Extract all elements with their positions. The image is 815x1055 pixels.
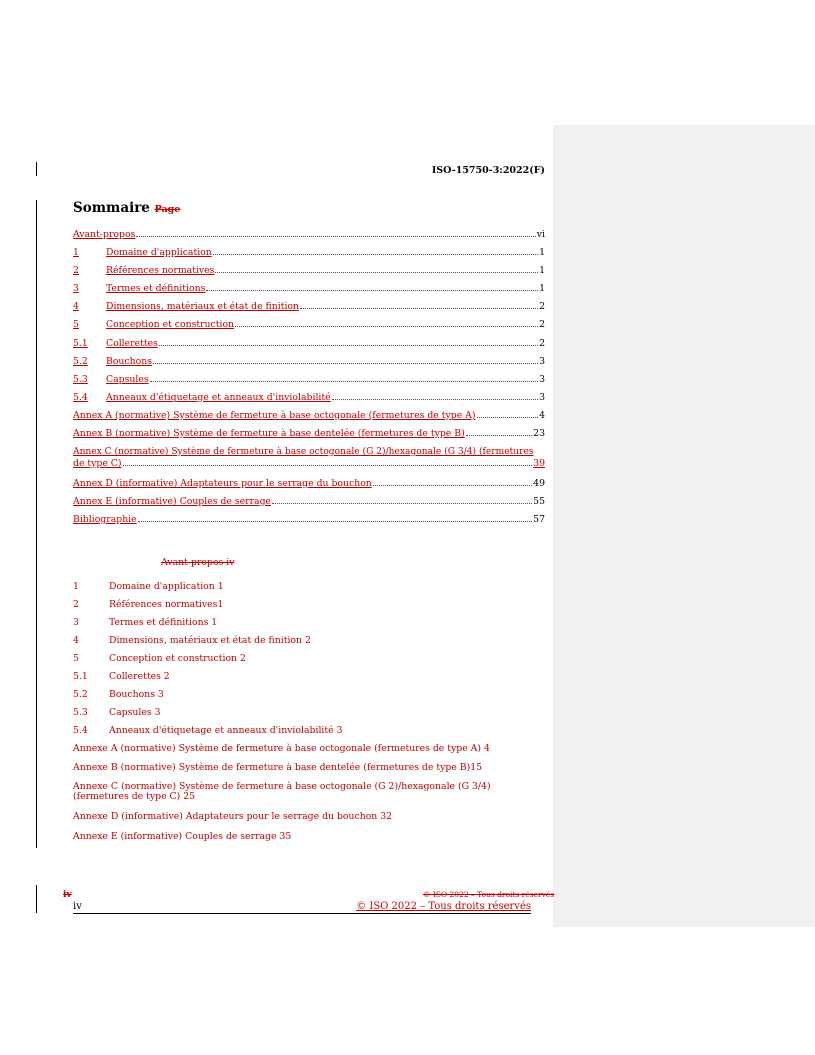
toc-leader	[153, 362, 538, 364]
old-toc-entry: Annexe D (informative) Adaptateurs pour le serrage du bouchon 32	[73, 811, 393, 822]
toc-leader	[159, 344, 538, 346]
toc-leader	[300, 307, 538, 309]
toc-entry-page: 2	[539, 301, 545, 313]
toc-entry-title: Collerettes	[106, 337, 158, 349]
old-toc-entry: Annexe C (normative) Système de fermeture à base octogonale (G 2)/hexagonale (G 3/4)	[73, 781, 491, 792]
old-toc-entry: Annexe A (normative) Système de fermeture à base octogonale (fermetures de type A) 4	[73, 743, 490, 754]
toc-entry[interactable]	[73, 247, 545, 265]
old-toc-entry: 5 Conception et construction 2	[73, 653, 246, 664]
old-toc-entry: 5.2 Bouchons 3	[73, 689, 164, 700]
page-title: Sommaire Page	[73, 200, 181, 216]
toc-leader	[150, 380, 538, 382]
toc-entry-title: Avant-propos	[73, 229, 136, 240]
footer-copyright: © ISO 2022 – Tous droits réservés	[356, 901, 531, 912]
toc-entry-number: 5.2	[73, 355, 88, 367]
document-id: ISO-15750-3:2022(F)	[431, 165, 545, 176]
toc-entry-page: 49	[533, 478, 545, 489]
toc-entry[interactable]	[73, 478, 545, 496]
toc-entry-title: Bibliographie	[73, 514, 137, 526]
toc-entry-page: vi	[536, 229, 545, 240]
old-toc-entry: (fermetures de type C) 25	[73, 791, 196, 802]
toc-annex-c: Annex C (normative) Système de fermeture à base octogonale (G 2)/hexagonale (G 3/4) (fermetures de type C) 39	[73, 447, 545, 469]
old-toc-entry: Annexe B (normative) Système de fermeture à base dentelée (fermetures de type B)15	[73, 762, 483, 773]
toc-entry-page: 3	[539, 391, 545, 403]
toc-entry-page: 55	[533, 496, 545, 508]
toc-entry-number: 5.4	[73, 391, 88, 403]
toc-entry-title: Références normatives	[106, 265, 215, 277]
toc-entry[interactable]	[73, 301, 545, 319]
toc-leader	[332, 398, 538, 400]
toc-leader	[466, 434, 532, 436]
toc-entry-title: Annex E (informative) Couples de serrage	[73, 496, 272, 508]
old-toc-entry: Annexe E (informative) Couples de serrage 35	[73, 831, 292, 842]
toc-entry-number: 3	[73, 283, 79, 295]
toc-entry-page: 2	[539, 319, 545, 331]
old-toc-entry: 4 Dimensions, matériaux et état de finition 2	[73, 635, 311, 646]
toc-entry-page: 2	[539, 337, 545, 349]
change-bar-header	[36, 162, 37, 176]
change-bar-footer	[36, 885, 37, 913]
toc-leader	[272, 502, 532, 504]
toc-entry-page: 1	[539, 265, 545, 277]
toc-entry-page: 57	[533, 514, 545, 526]
deleted-footer-copyright: © ISO 2022 – Tous droits réservés	[423, 890, 555, 899]
toc-entry-title: Annex A (normative) Système de fermeture à base octogonale (fermetures de type A)	[73, 409, 476, 421]
toc-entry-page: 4	[539, 409, 545, 421]
toc-entry[interactable]	[73, 338, 545, 356]
toc-entry[interactable]	[73, 428, 545, 446]
toc-leader	[213, 253, 538, 255]
old-toc-entry: 5.1 Collerettes 2	[73, 671, 170, 682]
toc-entry[interactable]	[73, 229, 545, 247]
toc-entry[interactable]	[73, 514, 545, 532]
toc-tail	[73, 478, 545, 532]
toc-leader	[235, 325, 538, 327]
toc-entry-title: Anneaux d'étiquetage et anneaux d'inviolabilité	[106, 391, 331, 403]
toc-entry[interactable]	[73, 410, 545, 428]
toc-entry-title: Dimensions, matériaux et état de finition	[106, 301, 300, 313]
toc-entry[interactable]	[73, 392, 545, 410]
table-of-contents	[73, 229, 545, 446]
toc-entry[interactable]	[73, 374, 545, 392]
toc-entry-number: 5.3	[73, 373, 88, 385]
toc-entry-page: 1	[539, 283, 545, 295]
toc-entry[interactable]	[73, 496, 545, 514]
toc-entry[interactable]	[73, 319, 545, 337]
toc-entry-title: Termes et définitions	[106, 283, 206, 295]
toc-entry-page: 1	[539, 247, 545, 259]
toc-entry[interactable]	[73, 283, 545, 301]
old-toc-entry: 3 Termes et définitions 1	[73, 617, 218, 628]
deleted-page-label: Page	[154, 204, 181, 215]
toc-entry-title: Bouchons	[106, 355, 152, 367]
toc-leader	[206, 289, 538, 291]
toc-entry[interactable]	[73, 356, 545, 374]
toc-leader	[138, 520, 533, 522]
toc-leader	[373, 484, 532, 486]
change-bar-body	[36, 200, 37, 848]
toc-entry-title: Capsules	[106, 373, 149, 385]
old-toc-entry: 1 Domaine d'application 1	[73, 581, 224, 592]
page-footer	[73, 901, 531, 914]
toc-leader	[136, 235, 535, 237]
old-toc-entry: 5.4 Anneaux d'étiquetage et anneaux d'inviolabilité 3	[73, 725, 343, 736]
toc-leader	[477, 416, 539, 418]
toc-entry-number: 4	[73, 301, 79, 313]
toc-entry-number: 5	[73, 319, 79, 331]
toc-entry-number: 1	[73, 247, 79, 259]
footer-page-number: iv	[73, 901, 82, 912]
old-toc-entry: 2 Références normatives1	[73, 599, 224, 610]
toc-entry-number: 2	[73, 265, 79, 277]
comment-pane	[553, 125, 815, 927]
old-foreword: Avant-propos iv	[161, 557, 235, 568]
toc-entry-page: 23	[533, 428, 545, 440]
toc-leader	[215, 271, 538, 273]
toc-entry-number: 5.1	[73, 337, 88, 349]
toc-entry-title: Annex D (informative) Adaptateurs pour le serrage du bouchon	[73, 478, 372, 489]
toc-entry-title: Conception et construction	[106, 319, 235, 331]
toc-entry[interactable]	[73, 265, 545, 283]
toc-entry-title: Domaine d'application	[106, 247, 212, 259]
toc-entry-page: 3	[539, 373, 545, 385]
deleted-footer-page: iv	[63, 890, 72, 900]
toc-entry-title: Annex B (normative) Système de fermeture à base dentelée (fermetures de type B)	[73, 428, 465, 440]
old-toc-entry: 5.3 Capsules 3	[73, 707, 161, 718]
toc-entry-page: 3	[539, 355, 545, 367]
